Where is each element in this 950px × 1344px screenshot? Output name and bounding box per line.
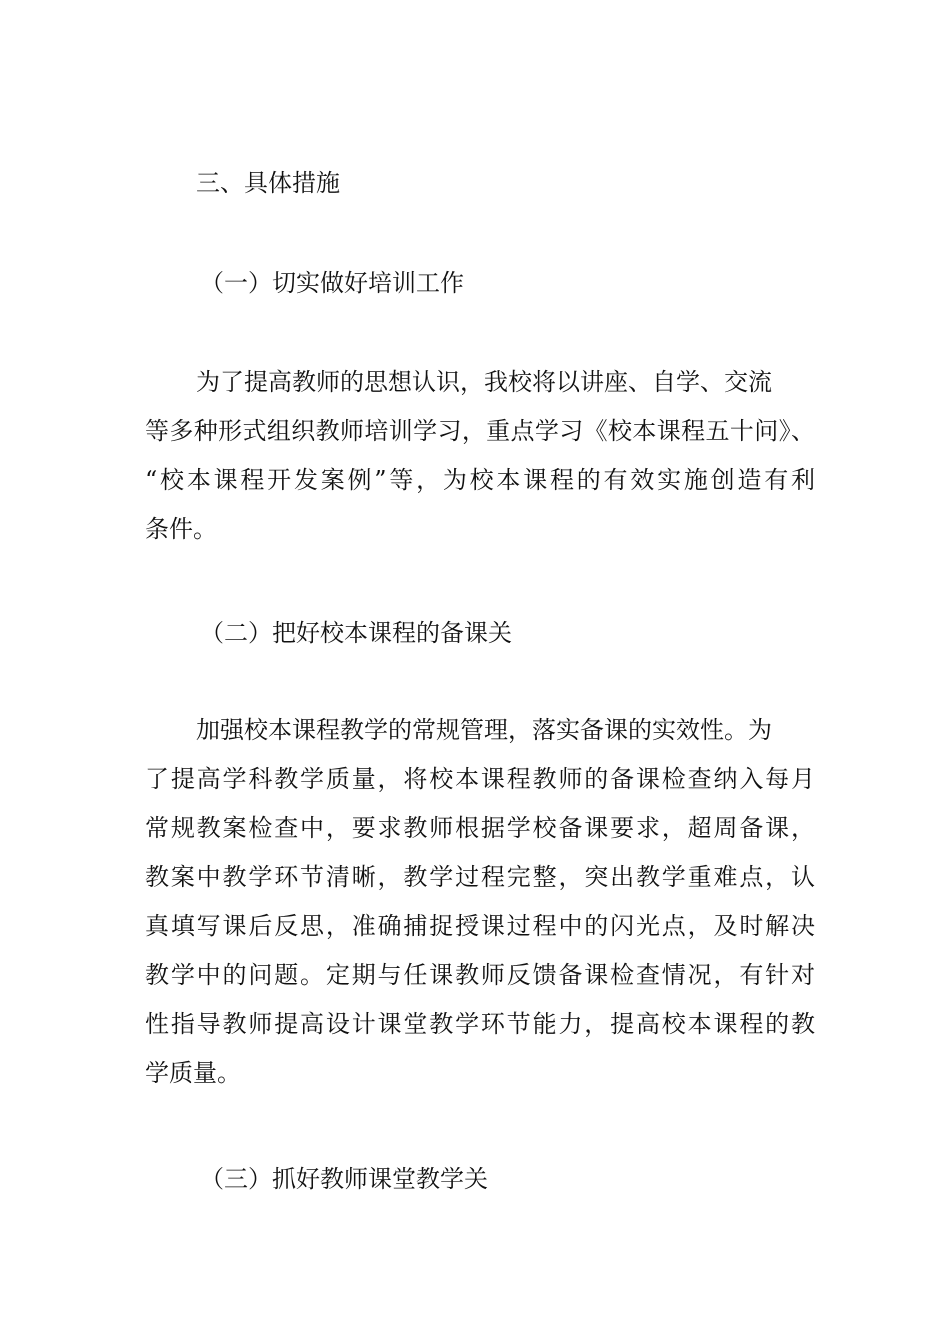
paragraph-line: 加强校本课程教学的常规管理，落实备课的实效性。为 <box>196 716 772 744</box>
paragraph-line: 学质量。 <box>145 1059 241 1087</box>
paragraph-line: 条件。 <box>145 515 217 543</box>
paragraph-line: 了提高学科教学质量，将校本课程教师的备课检查纳入每月 <box>145 765 815 793</box>
subsection-title-1: （一）切实做好培训工作 <box>200 269 464 297</box>
paragraph-line: 教学中的问题。定期与任课教师反馈备课检查情况，有针对 <box>145 961 815 989</box>
paragraph-1 <box>145 358 815 554</box>
paragraph-line: 真填写课后反思，准确捕捉授课过程中的闪光点，及时解决 <box>145 912 815 940</box>
section-heading: 三、具体措施 <box>196 169 340 197</box>
paragraph-line: 性指导教师提高设计课堂教学环节能力，提高校本课程的教 <box>145 1010 815 1038</box>
subsection-title-3: （三）抓好教师课堂教学关 <box>200 1165 488 1193</box>
paragraph-2 <box>145 706 815 1098</box>
paragraph-line: 教案中教学环节清晰，教学过程完整，突出教学重难点，认 <box>145 863 815 891</box>
paragraph-line: 常规教案检查中，要求教师根据学校备课要求，超周备课， <box>145 814 815 842</box>
paragraph-line: “校本课程开发案例”等，为校本课程的有效实施创造有利 <box>145 466 815 494</box>
paragraph-line: 等多种形式组织教师培训学习，重点学习《校本课程五十问》、 <box>145 417 815 445</box>
subsection-title-2: （二）把好校本课程的备课关 <box>200 619 512 647</box>
paragraph-line: 为了提高教师的思想认识，我校将以讲座、自学、交流 <box>196 368 772 396</box>
